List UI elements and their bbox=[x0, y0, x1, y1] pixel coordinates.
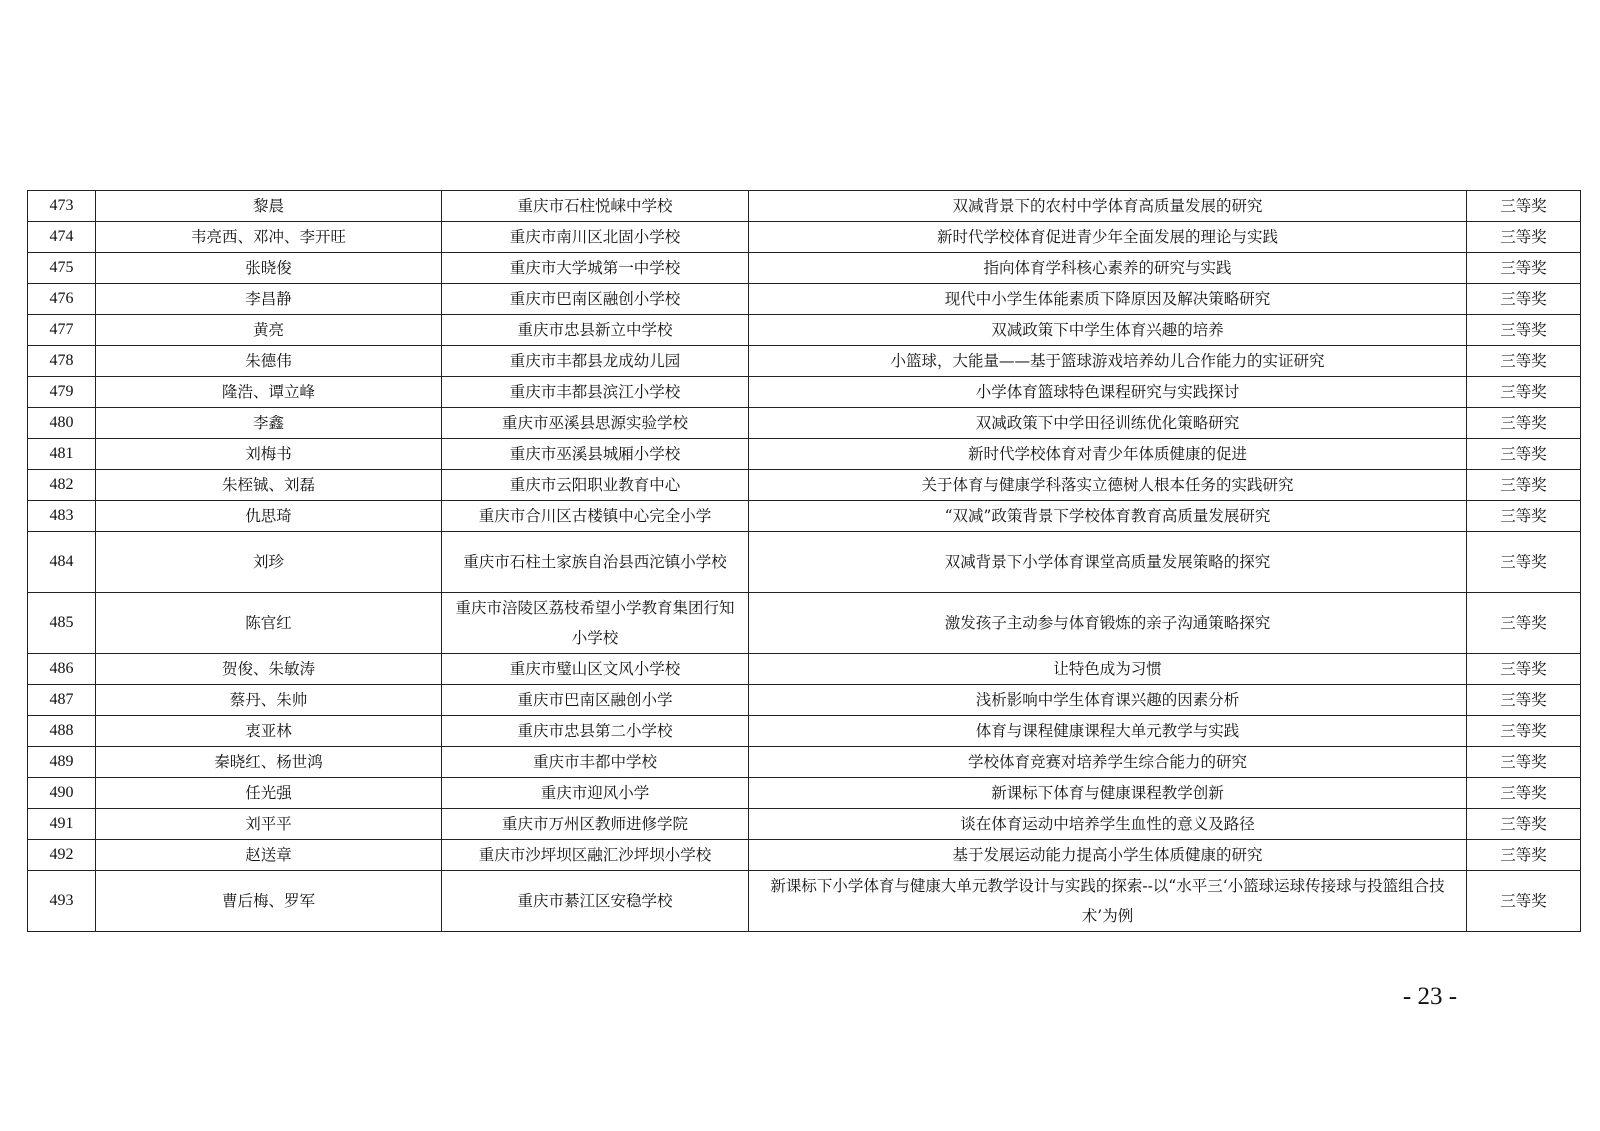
cell-author: 刘平平 bbox=[96, 809, 442, 840]
cell-number: 491 bbox=[28, 809, 96, 840]
cell-award: 三等奖 bbox=[1467, 871, 1581, 932]
cell-school: 重庆市云阳职业教育中心 bbox=[442, 470, 749, 501]
cell-paper-title: 基于发展运动能力提高小学生体质健康的研究 bbox=[749, 840, 1467, 871]
cell-author: 隆浩、谭立峰 bbox=[96, 377, 442, 408]
cell-number: 489 bbox=[28, 747, 96, 778]
cell-paper-title: 学校体育竞赛对培养学生综合能力的研究 bbox=[749, 747, 1467, 778]
cell-award: 三等奖 bbox=[1467, 284, 1581, 315]
cell-author: 李鑫 bbox=[96, 408, 442, 439]
cell-number: 480 bbox=[28, 408, 96, 439]
cell-author: 任光强 bbox=[96, 778, 442, 809]
awards-table bbox=[27, 190, 1581, 932]
cell-paper-title: 双减背景下的农村中学体育高质量发展的研究 bbox=[749, 191, 1467, 222]
cell-school: 重庆市沙坪坝区融汇沙坪坝小学校 bbox=[442, 840, 749, 871]
table-row bbox=[28, 439, 1581, 470]
page-number: - 23 - bbox=[1402, 983, 1458, 1010]
cell-author: 张晓俊 bbox=[96, 253, 442, 284]
cell-school: 重庆市万州区教师进修学院 bbox=[442, 809, 749, 840]
cell-award: 三等奖 bbox=[1467, 253, 1581, 284]
cell-award: 三等奖 bbox=[1467, 222, 1581, 253]
table-row bbox=[28, 222, 1581, 253]
cell-school: 重庆市迎风小学 bbox=[442, 778, 749, 809]
cell-school: 重庆市巴南区融创小学 bbox=[442, 685, 749, 716]
cell-paper-title: 双减政策下中学生体育兴趣的培养 bbox=[749, 315, 1467, 346]
cell-author: 韦亮西、邓冲、李开旺 bbox=[96, 222, 442, 253]
cell-school: 重庆市石柱悦崃中学校 bbox=[442, 191, 749, 222]
cell-school: 重庆市合川区古楼镇中心完全小学 bbox=[442, 501, 749, 532]
cell-number: 483 bbox=[28, 501, 96, 532]
cell-paper-title: 体育与课程健康课程大单元教学与实践 bbox=[749, 716, 1467, 747]
cell-paper-title: 让特色成为习惯 bbox=[749, 654, 1467, 685]
cell-paper-title: 指向体育学科核心素养的研究与实践 bbox=[749, 253, 1467, 284]
cell-award: 三等奖 bbox=[1467, 439, 1581, 470]
cell-award: 三等奖 bbox=[1467, 593, 1581, 654]
cell-number: 485 bbox=[28, 593, 96, 654]
cell-school: 重庆市丰都县滨江小学校 bbox=[442, 377, 749, 408]
cell-school: 重庆市巫溪县思源实验学校 bbox=[442, 408, 749, 439]
cell-award: 三等奖 bbox=[1467, 346, 1581, 377]
table-row bbox=[28, 685, 1581, 716]
cell-author: 朱桎铖、刘磊 bbox=[96, 470, 442, 501]
cell-number: 492 bbox=[28, 840, 96, 871]
cell-award: 三等奖 bbox=[1467, 501, 1581, 532]
table-row bbox=[28, 716, 1581, 747]
cell-school: 重庆市巴南区融创小学校 bbox=[442, 284, 749, 315]
cell-number: 482 bbox=[28, 470, 96, 501]
cell-author: 朱德伟 bbox=[96, 346, 442, 377]
cell-number: 475 bbox=[28, 253, 96, 284]
cell-award: 三等奖 bbox=[1467, 716, 1581, 747]
cell-school: 重庆市丰都县龙成幼儿园 bbox=[442, 346, 749, 377]
table-row bbox=[28, 840, 1581, 871]
cell-paper-title: 谈在体育运动中培养学生血性的意义及路径 bbox=[749, 809, 1467, 840]
cell-school: 重庆市綦江区安稳学校 bbox=[442, 871, 749, 932]
cell-award: 三等奖 bbox=[1467, 747, 1581, 778]
cell-number: 478 bbox=[28, 346, 96, 377]
table-row bbox=[28, 315, 1581, 346]
cell-author: 曹后梅、罗军 bbox=[96, 871, 442, 932]
cell-award: 三等奖 bbox=[1467, 470, 1581, 501]
cell-paper-title: “双减”政策背景下学校体育教育高质量发展研究 bbox=[749, 501, 1467, 532]
table-row bbox=[28, 593, 1581, 654]
table-row bbox=[28, 809, 1581, 840]
cell-school: 重庆市巫溪县城厢小学校 bbox=[442, 439, 749, 470]
table-row bbox=[28, 871, 1581, 932]
cell-paper-title: 双减背景下小学体育课堂高质量发展策略的探究 bbox=[749, 532, 1467, 593]
cell-award: 三等奖 bbox=[1467, 377, 1581, 408]
cell-paper-title: 小学体育篮球特色课程研究与实践探讨 bbox=[749, 377, 1467, 408]
cell-author: 刘梅书 bbox=[96, 439, 442, 470]
cell-number: 477 bbox=[28, 315, 96, 346]
cell-author: 刘珍 bbox=[96, 532, 442, 593]
cell-author: 黄亮 bbox=[96, 315, 442, 346]
cell-author: 赵送章 bbox=[96, 840, 442, 871]
cell-award: 三等奖 bbox=[1467, 408, 1581, 439]
cell-number: 473 bbox=[28, 191, 96, 222]
table-row bbox=[28, 346, 1581, 377]
cell-school: 重庆市丰都中学校 bbox=[442, 747, 749, 778]
cell-author: 贺俊、朱敏涛 bbox=[96, 654, 442, 685]
cell-number: 488 bbox=[28, 716, 96, 747]
cell-number: 481 bbox=[28, 439, 96, 470]
cell-number: 479 bbox=[28, 377, 96, 408]
cell-school: 重庆市涪陵区荔枝希望小学教育集团行知小学校 bbox=[442, 593, 749, 654]
cell-award: 三等奖 bbox=[1467, 654, 1581, 685]
cell-school: 重庆市忠县第二小学校 bbox=[442, 716, 749, 747]
cell-paper-title: 新课标下体育与健康课程教学创新 bbox=[749, 778, 1467, 809]
cell-number: 474 bbox=[28, 222, 96, 253]
cell-paper-title: 双减政策下中学田径训练优化策略研究 bbox=[749, 408, 1467, 439]
cell-number: 487 bbox=[28, 685, 96, 716]
cell-number: 484 bbox=[28, 532, 96, 593]
table-row bbox=[28, 470, 1581, 501]
awards-table-body bbox=[28, 191, 1581, 932]
table-row bbox=[28, 532, 1581, 593]
table-row bbox=[28, 501, 1581, 532]
cell-author: 仇思琦 bbox=[96, 501, 442, 532]
cell-school: 重庆市璧山区文风小学校 bbox=[442, 654, 749, 685]
table-row bbox=[28, 408, 1581, 439]
cell-author: 蔡丹、朱帅 bbox=[96, 685, 442, 716]
cell-paper-title: 现代中小学生体能素质下降原因及解决策略研究 bbox=[749, 284, 1467, 315]
cell-award: 三等奖 bbox=[1467, 840, 1581, 871]
cell-school: 重庆市忠县新立中学校 bbox=[442, 315, 749, 346]
table-row bbox=[28, 377, 1581, 408]
table-row bbox=[28, 778, 1581, 809]
table-row bbox=[28, 747, 1581, 778]
cell-school: 重庆市石柱土家族自治县西沱镇小学校 bbox=[442, 532, 749, 593]
cell-author: 黎晨 bbox=[96, 191, 442, 222]
cell-number: 476 bbox=[28, 284, 96, 315]
cell-school: 重庆市大学城第一中学校 bbox=[442, 253, 749, 284]
cell-paper-title: 新课标下小学体育与健康大单元教学设计与实践的探索--以“水平三‘小篮球运球传接球与投篮组合技术’为例 bbox=[749, 871, 1467, 932]
cell-paper-title: 关于体育与健康学科落实立德树人根本任务的实践研究 bbox=[749, 470, 1467, 501]
cell-author: 衷亚林 bbox=[96, 716, 442, 747]
cell-award: 三等奖 bbox=[1467, 809, 1581, 840]
table-row bbox=[28, 284, 1581, 315]
cell-paper-title: 新时代学校体育促进青少年全面发展的理论与实践 bbox=[749, 222, 1467, 253]
cell-award: 三等奖 bbox=[1467, 685, 1581, 716]
cell-paper-title: 新时代学校体育对青少年体质健康的促进 bbox=[749, 439, 1467, 470]
table-row bbox=[28, 654, 1581, 685]
cell-paper-title: 小篮球，大能量——基于篮球游戏培养幼儿合作能力的实证研究 bbox=[749, 346, 1467, 377]
table-row bbox=[28, 191, 1581, 222]
cell-award: 三等奖 bbox=[1467, 778, 1581, 809]
cell-number: 490 bbox=[28, 778, 96, 809]
cell-paper-title: 激发孩子主动参与体育锻炼的亲子沟通策略探究 bbox=[749, 593, 1467, 654]
cell-award: 三等奖 bbox=[1467, 315, 1581, 346]
cell-award: 三等奖 bbox=[1467, 532, 1581, 593]
cell-award: 三等奖 bbox=[1467, 191, 1581, 222]
cell-author: 陈官红 bbox=[96, 593, 442, 654]
cell-school: 重庆市南川区北固小学校 bbox=[442, 222, 749, 253]
cell-paper-title: 浅析影响中学生体育课兴趣的因素分析 bbox=[749, 685, 1467, 716]
cell-number: 493 bbox=[28, 871, 96, 932]
cell-author: 李昌静 bbox=[96, 284, 442, 315]
table-row bbox=[28, 253, 1581, 284]
cell-number: 486 bbox=[28, 654, 96, 685]
cell-author: 秦晓红、杨世鸿 bbox=[96, 747, 442, 778]
